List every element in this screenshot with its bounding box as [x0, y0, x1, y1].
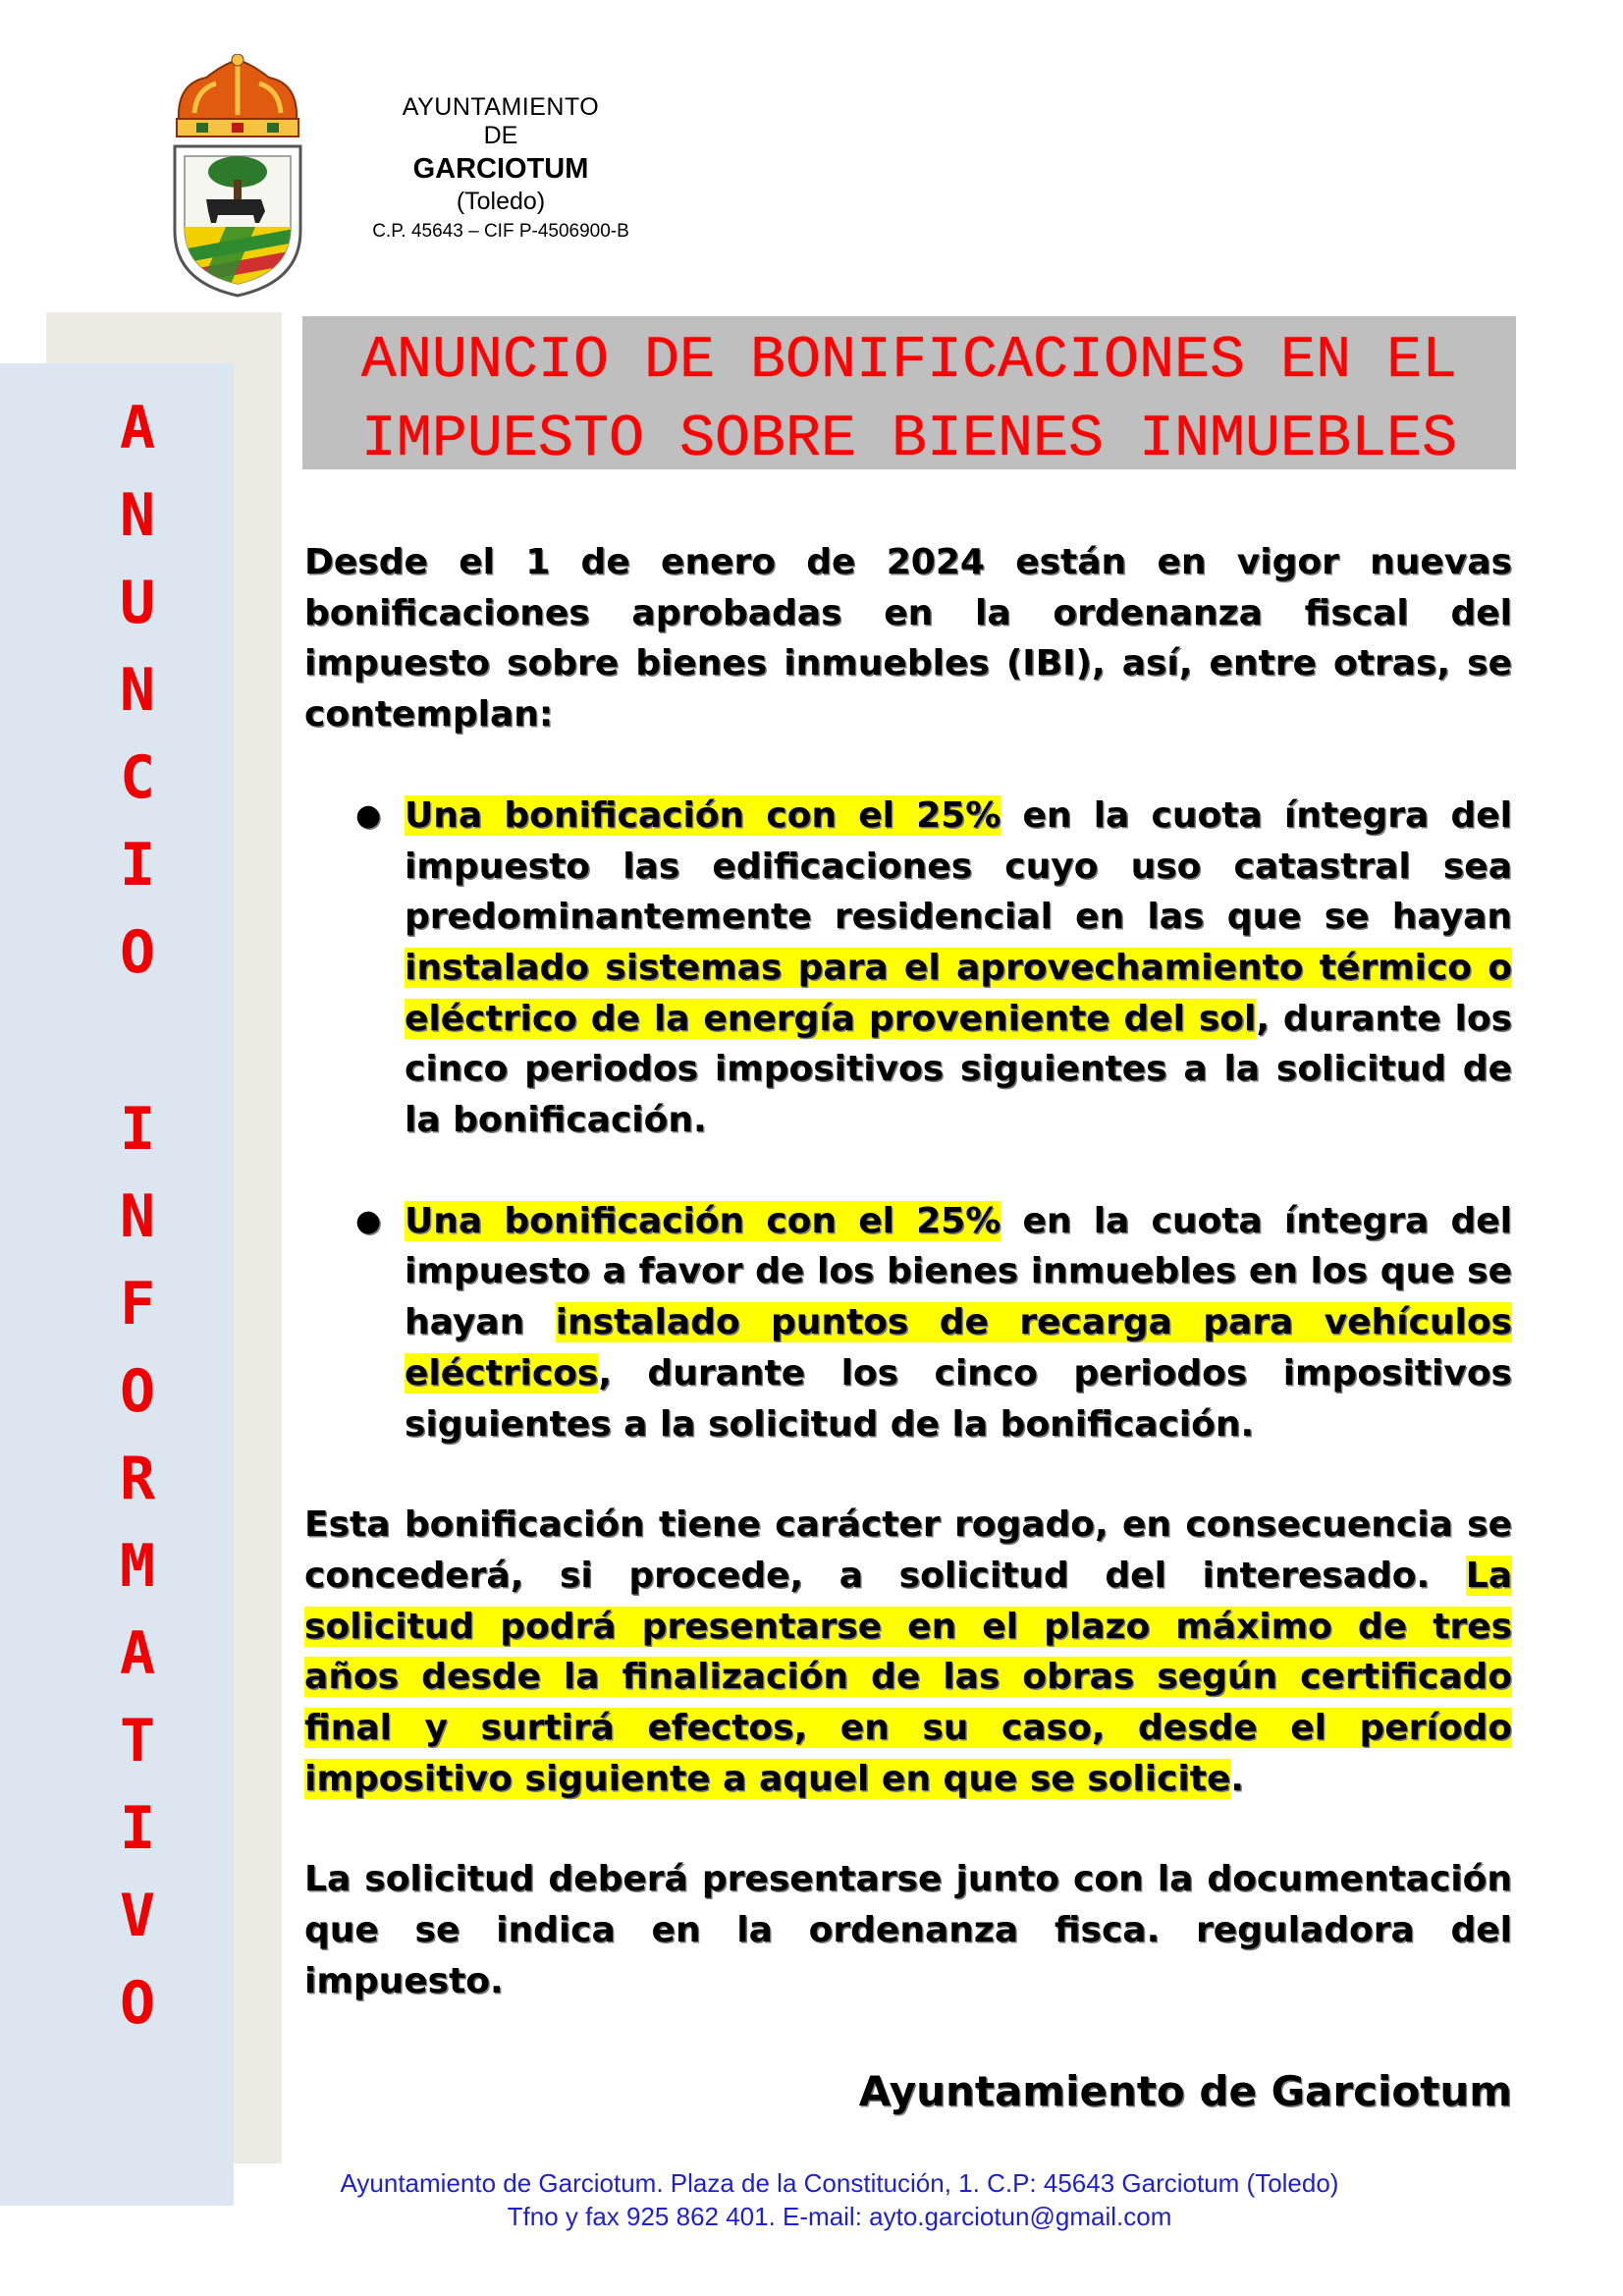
signature: Ayuntamiento de Garciotum: [858, 2067, 1512, 2115]
vertical-letter: F: [119, 1270, 156, 1339]
org-province: (Toledo): [456, 188, 546, 216]
vertical-letter: M: [119, 1532, 156, 1601]
item-text: , durante los cinco periodos impositivos siguientes a la solicitud de la bonificación.: [405, 1352, 1512, 1445]
intro-paragraph: Desde el 1 de enero de 2024 están en vigor nuevas bonificaciones aprobadas en la ordenanza fiscal del impuesto sobre bienes inmuebles (IBI), así, entre otras, se contemplan:: [304, 542, 1512, 736]
request-highlight: La solicitud podrá presentarse en el plazo máximo de tres años desde la finalización de las obras según certificado final y surtirá efectos, en su caso, desde el período impositivo siguiente a aquel en que se solicite: [304, 1555, 1512, 1799]
bullet-icon: ●: [355, 1203, 382, 1238]
item-text: en la cuota íntegra del impuesto las edificaciones cuyo uso catastral sea predominantemente residencial en las que se hayan: [405, 794, 1512, 938]
vertical-letter: N: [119, 1182, 156, 1251]
item-highlight: instalado sistemas para el aprovechamiento térmico o eléctrico de la energía proveniente del sol: [405, 947, 1512, 1039]
title-banner: [302, 316, 1516, 473]
footer-contact: [236, 2166, 1443, 2233]
municipal-coat-of-arms: [167, 54, 309, 300]
vertical-letter: U: [119, 569, 156, 637]
vertical-letter: I: [119, 1794, 156, 1863]
vertical-word-informativo: [79, 1086, 196, 2048]
vertical-letter: C: [119, 743, 156, 812]
item-highlight: instalado puntos de recarga para vehículos eléctricos: [405, 1302, 1512, 1394]
org-postal-cif: C.P. 45643 – CIF P-4506900-B: [372, 220, 629, 242]
org-line-1: AYUNTAMIENTO: [402, 93, 600, 121]
documentation-paragraph: La solicitud deberá presentarse junto con la documentación que se indica en la ordenanza fisca. reguladora del impuesto.: [304, 1859, 1512, 2001]
vertical-word-anuncio: [79, 385, 196, 997]
request-paragraph: [304, 1500, 1512, 1804]
page-title: [302, 316, 1516, 479]
vertical-letter: R: [119, 1445, 156, 1513]
vertical-letter: O: [119, 1969, 156, 2038]
vertical-letter: A: [119, 394, 156, 463]
crown-icon: [177, 54, 298, 137]
item-lead: Una bonificación con el 25%: [405, 1200, 1001, 1241]
list-item: [304, 1196, 1512, 1450]
bonus-list: [304, 791, 1512, 1449]
vertical-letter: I: [119, 831, 156, 900]
vertical-letter: O: [119, 1357, 156, 1426]
bullet-icon: ●: [355, 797, 382, 833]
list-item: [304, 791, 1512, 1146]
footer-address: Ayuntamiento de Garciotum. Plaza de la Constitución, 1. C.P: 45643 Garciotum (Toledo): [340, 2168, 1339, 2198]
title-line-1: ANUNCIO DE BONIFICACIONES EN EL: [360, 328, 1458, 395]
vertical-letter: N: [119, 481, 156, 550]
vertical-letter: V: [119, 1882, 156, 1950]
title-line-2: IMPUESTO SOBRE BIENES INMUEBLES: [360, 407, 1458, 473]
org-line-2: DE: [483, 122, 518, 150]
organization-header: [324, 93, 677, 243]
vertical-letter: O: [119, 918, 156, 987]
announcement-body: [304, 537, 1512, 2007]
item-text: en la cuota íntegra del impuesto a favor de los bienes inmuebles en los que se hayan: [405, 1200, 1512, 1343]
vertical-letter: I: [119, 1095, 156, 1164]
vertical-letter: A: [119, 1619, 156, 1688]
item-text: , durante los cinco periodos impositivos siguientes a la solicitud de la bonificación.: [405, 998, 1512, 1141]
request-text: Esta bonificación tiene carácter rogado, en consecuencia se concederá, si procede, a solicitud del interesado.: [304, 1504, 1512, 1596]
vertical-letter: T: [119, 1707, 156, 1776]
request-end: .: [1230, 1758, 1245, 1799]
vertical-letter: N: [119, 656, 156, 725]
footer-phone-email: Tfno y fax 925 862 401. E-mail: ayto.garciotun@gmail.com: [507, 2202, 1172, 2231]
item-lead: Una bonificación con el 25%: [405, 794, 1001, 836]
org-name: GARCIOTUM: [412, 152, 589, 185]
